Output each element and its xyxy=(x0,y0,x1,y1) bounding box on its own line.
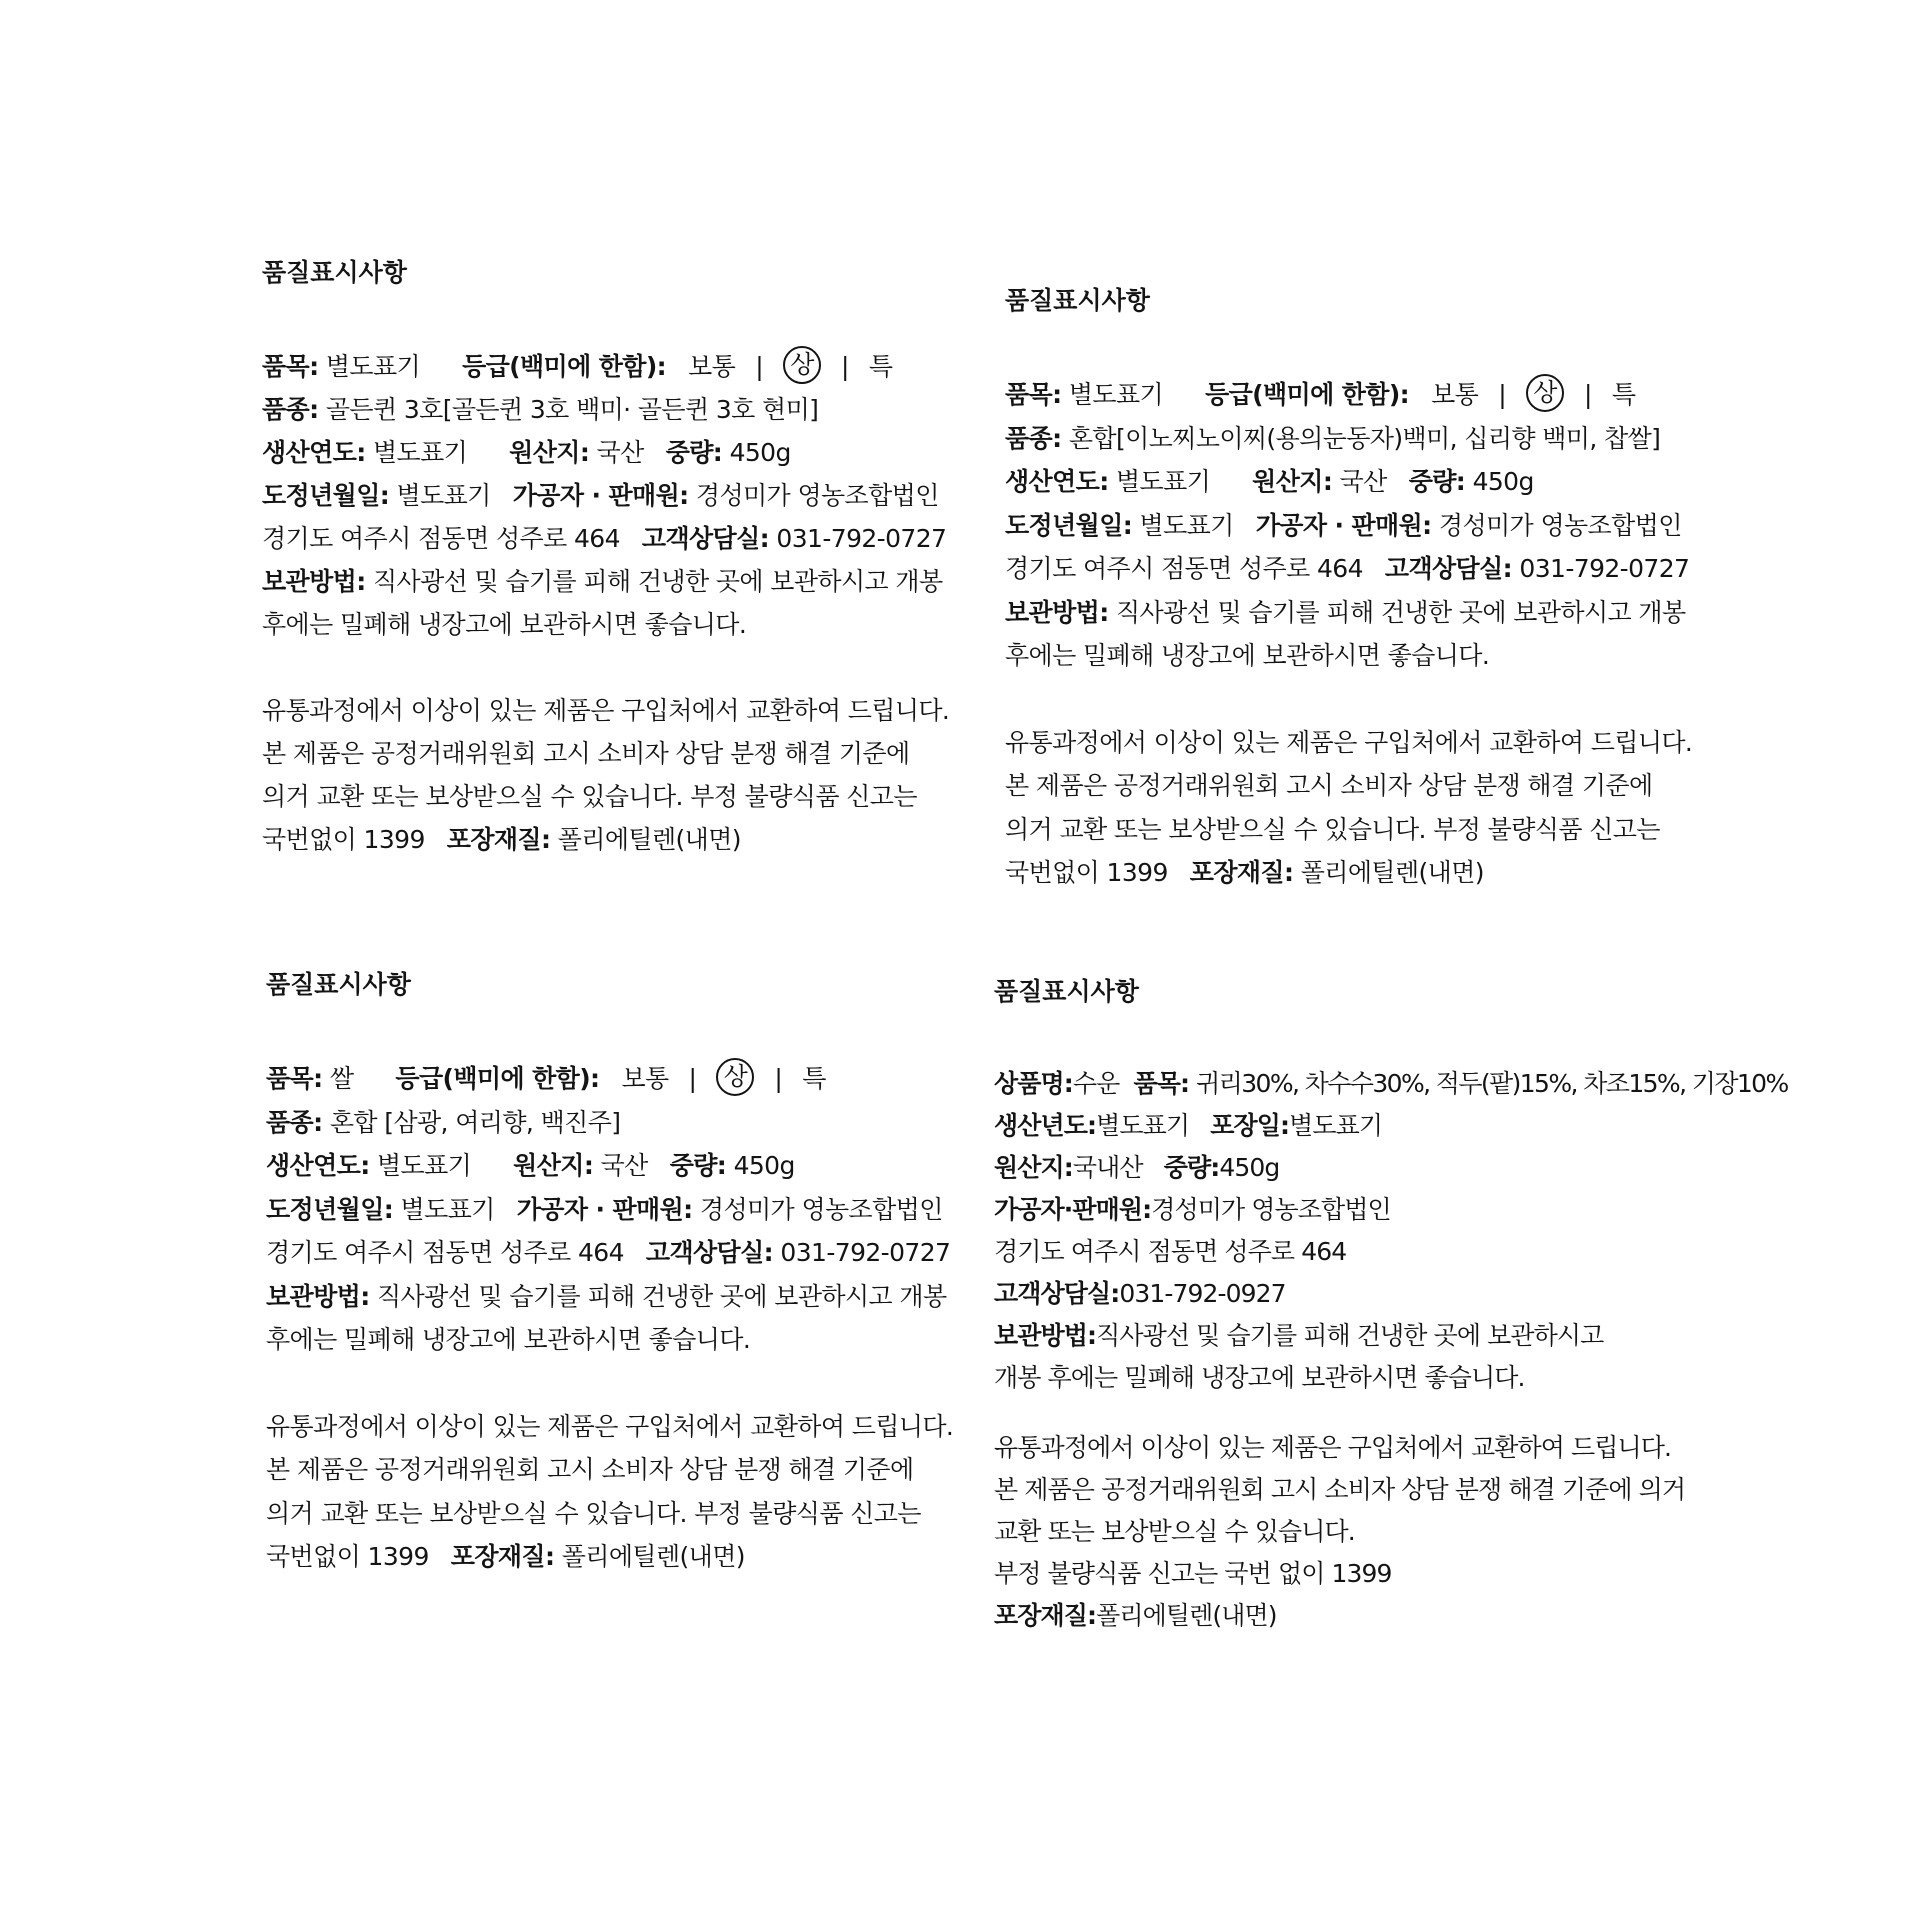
variety-row: 품종: 골든퀸 3호[골든퀸 3호 백미· 골든퀸 3호 현미] xyxy=(262,395,819,424)
label-panel-4 xyxy=(994,977,1788,1637)
panel-body xyxy=(1005,373,1705,895)
notice-line-3: 교환 또는 보상받으실 수 있습니다. xyxy=(994,1517,1355,1546)
variety-row: 품종: 혼합[이노찌노이찌(용의눈동자)백미, 십리향 백미, 찹쌀] xyxy=(1005,423,1661,453)
notice-line-1: 유통과정에서 이상이 있는 제품은 구입처에서 교환하여 드립니다. xyxy=(1005,727,1693,757)
year-packdate-row: 생산년도:별도표기 포장일:별도표기 xyxy=(994,1111,1383,1140)
storage-row: 보관방법: 직사광선 및 습기를 피해 건냉한 곳에 보관하시고 개봉 xyxy=(262,567,943,596)
notice-line-3: 의거 교환 또는 보상받으실 수 있습니다. 부정 불량식품 신고는 xyxy=(262,782,917,811)
notice-packaging-row: 국번없이 1399 포장재질: 폴리에틸렌(내면) xyxy=(1005,858,1484,887)
label-panel-3 xyxy=(266,970,966,1579)
notice-line-2: 본 제품은 공정거래위원회 고시 소비자 상담 분쟁 해결 기준에 xyxy=(266,1455,914,1484)
year-origin-weight-row: 생산연도: 별도표기 원산지: 국산 중량: 450g xyxy=(266,1151,795,1180)
year-origin-weight-row: 생산연도: 별도표기 원산지: 국산 중량: 450g xyxy=(1005,467,1534,496)
address-row: 경기도 여주시 점동면 성주로 464 xyxy=(994,1237,1347,1266)
storage-row-2: 후에는 밀폐해 냉장고에 보관하시면 좋습니다. xyxy=(262,610,747,639)
item-grade-row: 품목: 쌀 등급(백미에 한함): 보통 | 상 | 특 xyxy=(266,1057,966,1101)
storage-row: 보관방법: 직사광선 및 습기를 피해 건냉한 곳에 보관하시고 개봉 xyxy=(266,1281,947,1311)
year-origin-weight-row: 생산연도: 별도표기 원산지: 국산 중량: 450g xyxy=(262,438,791,467)
product-item-row: 상품명:수운 품목: 귀리30%, 차수수30%, 적두(팥)15%, 차조15%, 기장10% xyxy=(994,1069,1788,1098)
maker-row: 가공자·판매원:경성미가 영농조합법인 xyxy=(994,1195,1391,1224)
notice-line-2: 본 제품은 공정거래위원회 고시 소비자 상담 분쟁 해결 기준에 xyxy=(1005,771,1653,800)
grade-selected-circle: 상 xyxy=(716,1058,754,1096)
storage-row: 보관방법: 직사광선 및 습기를 피해 건냉한 곳에 보관하시고 개봉 xyxy=(1005,597,1686,627)
milling-maker-row: 도정년월일: 별도표기 가공자 · 판매원: 경성미가 영농조합법인 xyxy=(266,1194,943,1224)
phone-row: 고객상담실:031-792-0927 xyxy=(994,1279,1286,1308)
panel-title: 품질표시사항 xyxy=(262,258,407,287)
address-phone-row: 경기도 여주시 점동면 성주로 464 고객상담실: 031-792-0727 xyxy=(266,1238,951,1267)
origin-weight-row: 원산지:국내산 중량:450g xyxy=(994,1153,1280,1182)
panel-body xyxy=(266,1057,966,1579)
storage-row-2: 개봉 후에는 밀폐해 냉장고에 보관하시면 좋습니다. xyxy=(994,1363,1525,1392)
notice-line-2: 본 제품은 공정거래위원회 고시 소비자 상담 분쟁 해결 기준에 xyxy=(262,739,910,768)
panel-body xyxy=(994,1063,1788,1637)
packaging-row: 포장재질:폴리에틸렌(내면) xyxy=(994,1601,1277,1630)
notice-line-3: 의거 교환 또는 보상받으실 수 있습니다. 부정 불량식품 신고는 xyxy=(266,1498,921,1528)
milling-maker-row: 도정년월일: 별도표기 가공자 · 판매원: 경성미가 영농조합법인 xyxy=(262,481,939,510)
notice-line-2: 본 제품은 공정거래위원회 고시 소비자 상담 분쟁 해결 기준에 의거 xyxy=(994,1475,1686,1504)
notice-line-1: 유통과정에서 이상이 있는 제품은 구입처에서 교환하여 드립니다. xyxy=(266,1411,954,1441)
panel-title: 품질표시사항 xyxy=(994,977,1139,1006)
storage-row: 보관방법:직사광선 및 습기를 피해 건냉한 곳에 보관하시고 xyxy=(994,1321,1604,1350)
notice-line-1: 유통과정에서 이상이 있는 제품은 구입처에서 교환하여 드립니다. xyxy=(994,1433,1672,1462)
item-grade-row: 품목: 별도표기 등급(백미에 한함): 보통 | 상 | 특 xyxy=(262,345,962,388)
notice-line-4: 부정 불량식품 신고는 국번 없이 1399 xyxy=(994,1559,1392,1588)
notice-line-3: 의거 교환 또는 보상받으실 수 있습니다. 부정 불량식품 신고는 xyxy=(1005,814,1660,844)
panel-body xyxy=(262,345,962,861)
notice-line-1: 유통과정에서 이상이 있는 제품은 구입처에서 교환하여 드립니다. xyxy=(262,696,950,725)
grade-selected-circle: 상 xyxy=(1526,374,1564,412)
label-panel-2 xyxy=(1005,286,1705,895)
milling-maker-row: 도정년월일: 별도표기 가공자 · 판매원: 경성미가 영농조합법인 xyxy=(1005,510,1682,540)
grade-selected-circle: 상 xyxy=(783,346,821,384)
panel-title: 품질표시사항 xyxy=(266,970,411,999)
item-grade-row: 품목: 별도표기 등급(백미에 한함): 보통 | 상 | 특 xyxy=(1005,373,1705,417)
storage-row-2: 후에는 밀폐해 냉장고에 보관하시면 좋습니다. xyxy=(1005,641,1490,670)
storage-row-2: 후에는 밀폐해 냉장고에 보관하시면 좋습니다. xyxy=(266,1325,751,1354)
address-phone-row: 경기도 여주시 점동면 성주로 464 고객상담실: 031-792-0727 xyxy=(262,524,947,553)
variety-row: 품종: 혼합 [삼광, 여리향, 백진주] xyxy=(266,1107,621,1137)
address-phone-row: 경기도 여주시 점동면 성주로 464 고객상담실: 031-792-0727 xyxy=(1005,554,1690,583)
notice-packaging-row: 국번없이 1399 포장재질: 폴리에틸렌(내면) xyxy=(266,1542,745,1571)
panel-title: 품질표시사항 xyxy=(1005,286,1150,315)
label-panel-1 xyxy=(262,258,962,861)
notice-packaging-row: 국번없이 1399 포장재질: 폴리에틸렌(내면) xyxy=(262,825,741,854)
